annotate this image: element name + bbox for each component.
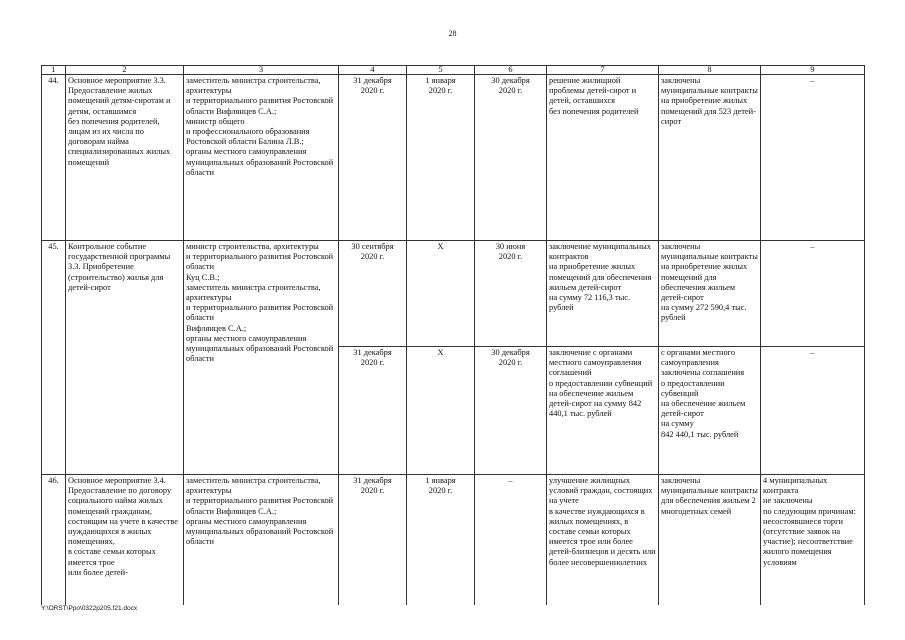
actual-result-cell: заключены муниципальные контракты для обеспечения жильем 2 многодетных семей bbox=[659, 475, 761, 605]
plan-table bbox=[41, 65, 865, 605]
column-number: 2 bbox=[66, 66, 184, 75]
column-number: 6 bbox=[475, 66, 547, 75]
activity-cell: Основное мероприятие 3.4. Предоставление по договору социального найма жилых помещений гражданам, состоящим на учете в качестве нуждающихся в жилых помещениях, в составе семьи которых имеется трое или более детей- bbox=[66, 475, 184, 605]
planned-result-cell: заключение муниципальных контрактов на приобретение жилых помещений для обеспечения жильем детей-сирот на сумму 72 116,3 тыс. рублей bbox=[547, 241, 659, 347]
activity-cell: Контрольное событие государственной программы 3.3. Приобретение (строительство) жилья для детей-сирот bbox=[66, 241, 184, 475]
reason-cell: 4 муниципальных контракта не заключены по следующим причинам: несостоявшиеся торги (отсутствие заявок на участие); несоответствие жилого помещения условиям bbox=[761, 475, 865, 605]
executor-cell: министр строительства, архитектуры и территориального развития Ростовской области Куц С.В.; заместитель министра строительства, архитектуры и территориального развития Ростовской области Вифлянцев С.А.; органы местного самоуправления муниципальных образований Ростовской области bbox=[184, 241, 339, 475]
plan-end-date-cell: Х bbox=[407, 347, 475, 475]
executor-cell: заместитель министра строительства, архитектуры и территориального развития Ростовской области Вифлянцев С.А.; министр общего и профессионального образования Ростовской области Балина Л.В.; органы местного самоуправления муниципальных образований Ростовской области bbox=[184, 75, 339, 241]
plan-end-date-cell: Х bbox=[407, 241, 475, 347]
file-path-footer: Y:\ORST\Ppo\0322p205.f21.docx bbox=[41, 605, 138, 612]
column-number: 3 bbox=[184, 66, 339, 75]
column-number: 1 bbox=[42, 66, 66, 75]
start-date-cell: 31 декабря 2020 г. bbox=[339, 475, 407, 605]
column-number: 5 bbox=[407, 66, 475, 75]
planned-result-cell: решение жилищной проблемы детей-сирот и детей, оставшихся без попечения родителей bbox=[547, 75, 659, 241]
plan-end-date-cell: 1 января 2020 г. bbox=[407, 75, 475, 241]
reason-cell: – bbox=[761, 241, 865, 347]
column-number: 8 bbox=[659, 66, 761, 75]
column-number: 9 bbox=[761, 66, 865, 75]
actual-end-date-cell: 30 июня 2020 г. bbox=[475, 241, 547, 347]
reason-cell: – bbox=[761, 347, 865, 475]
start-date-cell: 30 сентября 2020 г. bbox=[339, 241, 407, 347]
actual-end-date-cell: – bbox=[475, 475, 547, 605]
column-number: 7 bbox=[547, 66, 659, 75]
column-numbers-row bbox=[42, 66, 865, 75]
column-number: 4 bbox=[339, 66, 407, 75]
table-row bbox=[42, 241, 865, 347]
row-number: 44. bbox=[42, 75, 66, 241]
actual-end-date-cell: 30 декабря 2020 г. bbox=[475, 75, 547, 241]
actual-result-cell: с органами местного самоуправления заключены соглашения о предоставлении субвенций на обеспечение жильем детей-сирот на сумму 842 440,1 тыс. рублей bbox=[659, 347, 761, 475]
executor-cell: заместитель министра строительства, архитектуры и территориального развития Ростовской области Вифлянцев С.А.; органы местного самоуправления муниципальных образований Ростовской области bbox=[184, 475, 339, 605]
plan-end-date-cell: 1 января 2020 г. bbox=[407, 475, 475, 605]
start-date-cell: 31 декабря 2020 г. bbox=[339, 75, 407, 241]
reason-cell: – bbox=[761, 75, 865, 241]
actual-end-date-cell: 30 декабря 2020 г. bbox=[475, 347, 547, 475]
page-number: 28 bbox=[448, 29, 457, 38]
actual-result-cell: заключены муниципальные контракты на приобретение жилых помещений для обеспечения жильем детей-сирот на сумму 272 590,4 тыс. рублей bbox=[659, 241, 761, 347]
start-date-cell: 31 декабря 2020 г. bbox=[339, 347, 407, 475]
planned-result-cell: улучшение жилищных условий граждан, состоящих на учете в качестве нуждающихся в жилых помещениях, в составе семьи которых имеется трое или более детей-близнецов и десять или более несовершеннолетних bbox=[547, 475, 659, 605]
planned-result-cell: заключение с органами местного самоуправления соглашений о предоставлении субвенций на обеспечение жильем детей-сирот на сумму 842 440,1 тыс. рублей bbox=[547, 347, 659, 475]
row-number: 45. bbox=[42, 241, 66, 475]
table-row bbox=[42, 75, 865, 241]
actual-result-cell: заключены муниципальные контракты на приобретение жилых помещений для 523 детей-сирот bbox=[659, 75, 761, 241]
row-number: 46. bbox=[42, 475, 66, 605]
activity-cell: Основное мероприятие 3.3. Предоставление жилых помещений детям-сиротам и детям, оставшимся без попечения родителей, лицам из их числа по договорам найма специализированных жилых помещений bbox=[66, 75, 184, 241]
table-row bbox=[42, 475, 865, 605]
